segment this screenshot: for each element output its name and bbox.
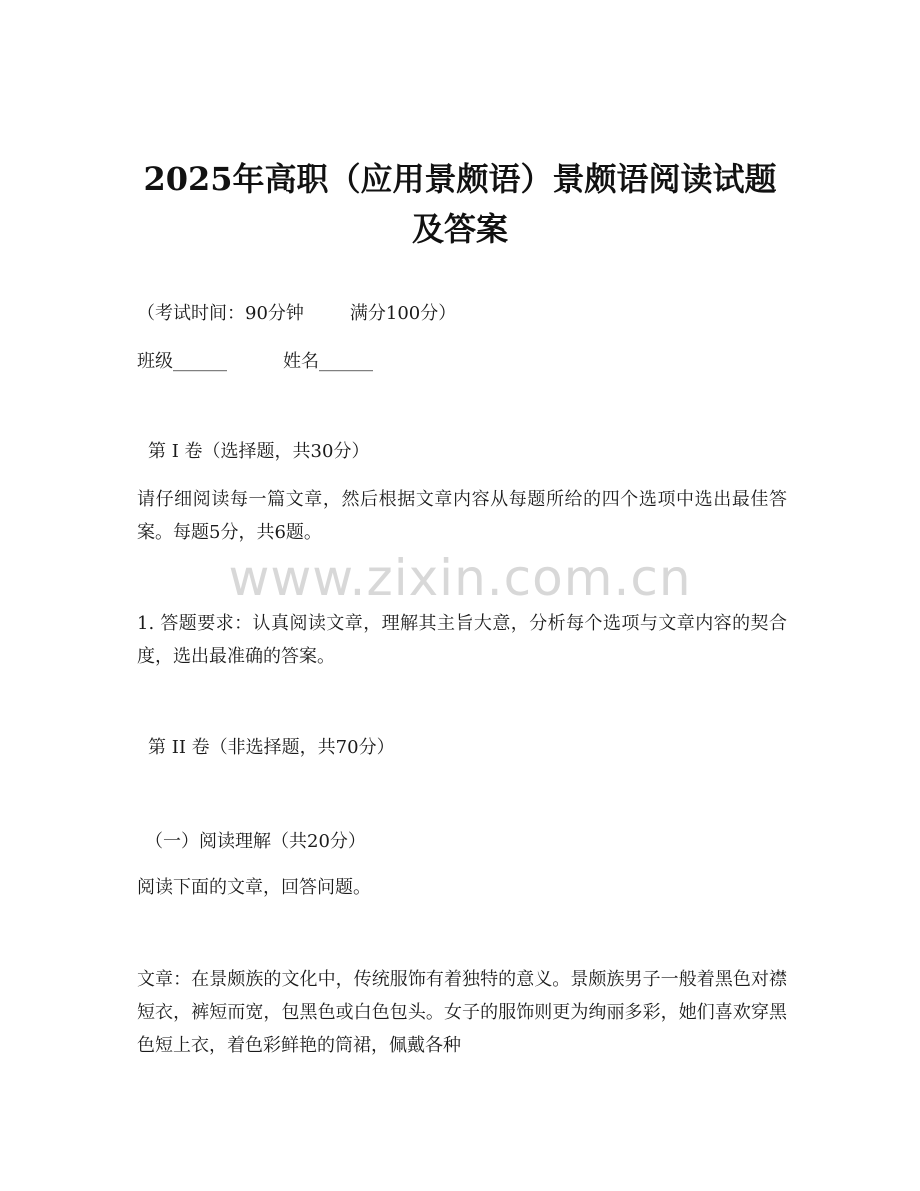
part2-heading: 第 II 卷（非选择题，共70分）	[148, 737, 395, 758]
student-info	[137, 348, 373, 376]
document-title-line-2: 及答案	[411, 210, 508, 248]
article-text: 文章：在景颇族的文化中，传统服饰有着独特的意义。景颇族男子一般着黑色对襟短衣，裤短而宽，包黑色或白色包头。女子的服饰则更为绚丽多彩，她们喜欢穿黑色短上衣，着色彩鲜艳的筒裙，佩戴各种	[137, 969, 787, 1056]
exam-time: （考试时间：90分钟	[137, 303, 304, 324]
part1-heading: 第 I 卷（选择题，共30分）	[148, 441, 370, 462]
exam-info	[137, 300, 456, 328]
exam-score: 满分100分）	[349, 303, 457, 324]
section1-heading: （一）阅读理解（共20分）	[145, 831, 366, 852]
section1-instruction: 阅读下面的文章，回答问题。	[137, 877, 371, 898]
watermark: www.zixin.com.cn	[228, 549, 692, 607]
part1-instructions: 请仔细阅读每一篇文章，然后根据文章内容从每题所给的四个选项中选出最佳答案。每题5分，共6题。	[137, 489, 787, 543]
name-field: 姓名______	[283, 351, 373, 372]
class-field: 班级______	[137, 351, 227, 372]
answer-requirement: 1. 答题要求：认真阅读文章，理解其主旨大意，分析每个选项与文章内容的契合度，选出最准确的答案。	[137, 613, 787, 667]
document-title-line-1: 2025年高职（应用景颇语）景颇语阅读试题	[143, 160, 777, 198]
